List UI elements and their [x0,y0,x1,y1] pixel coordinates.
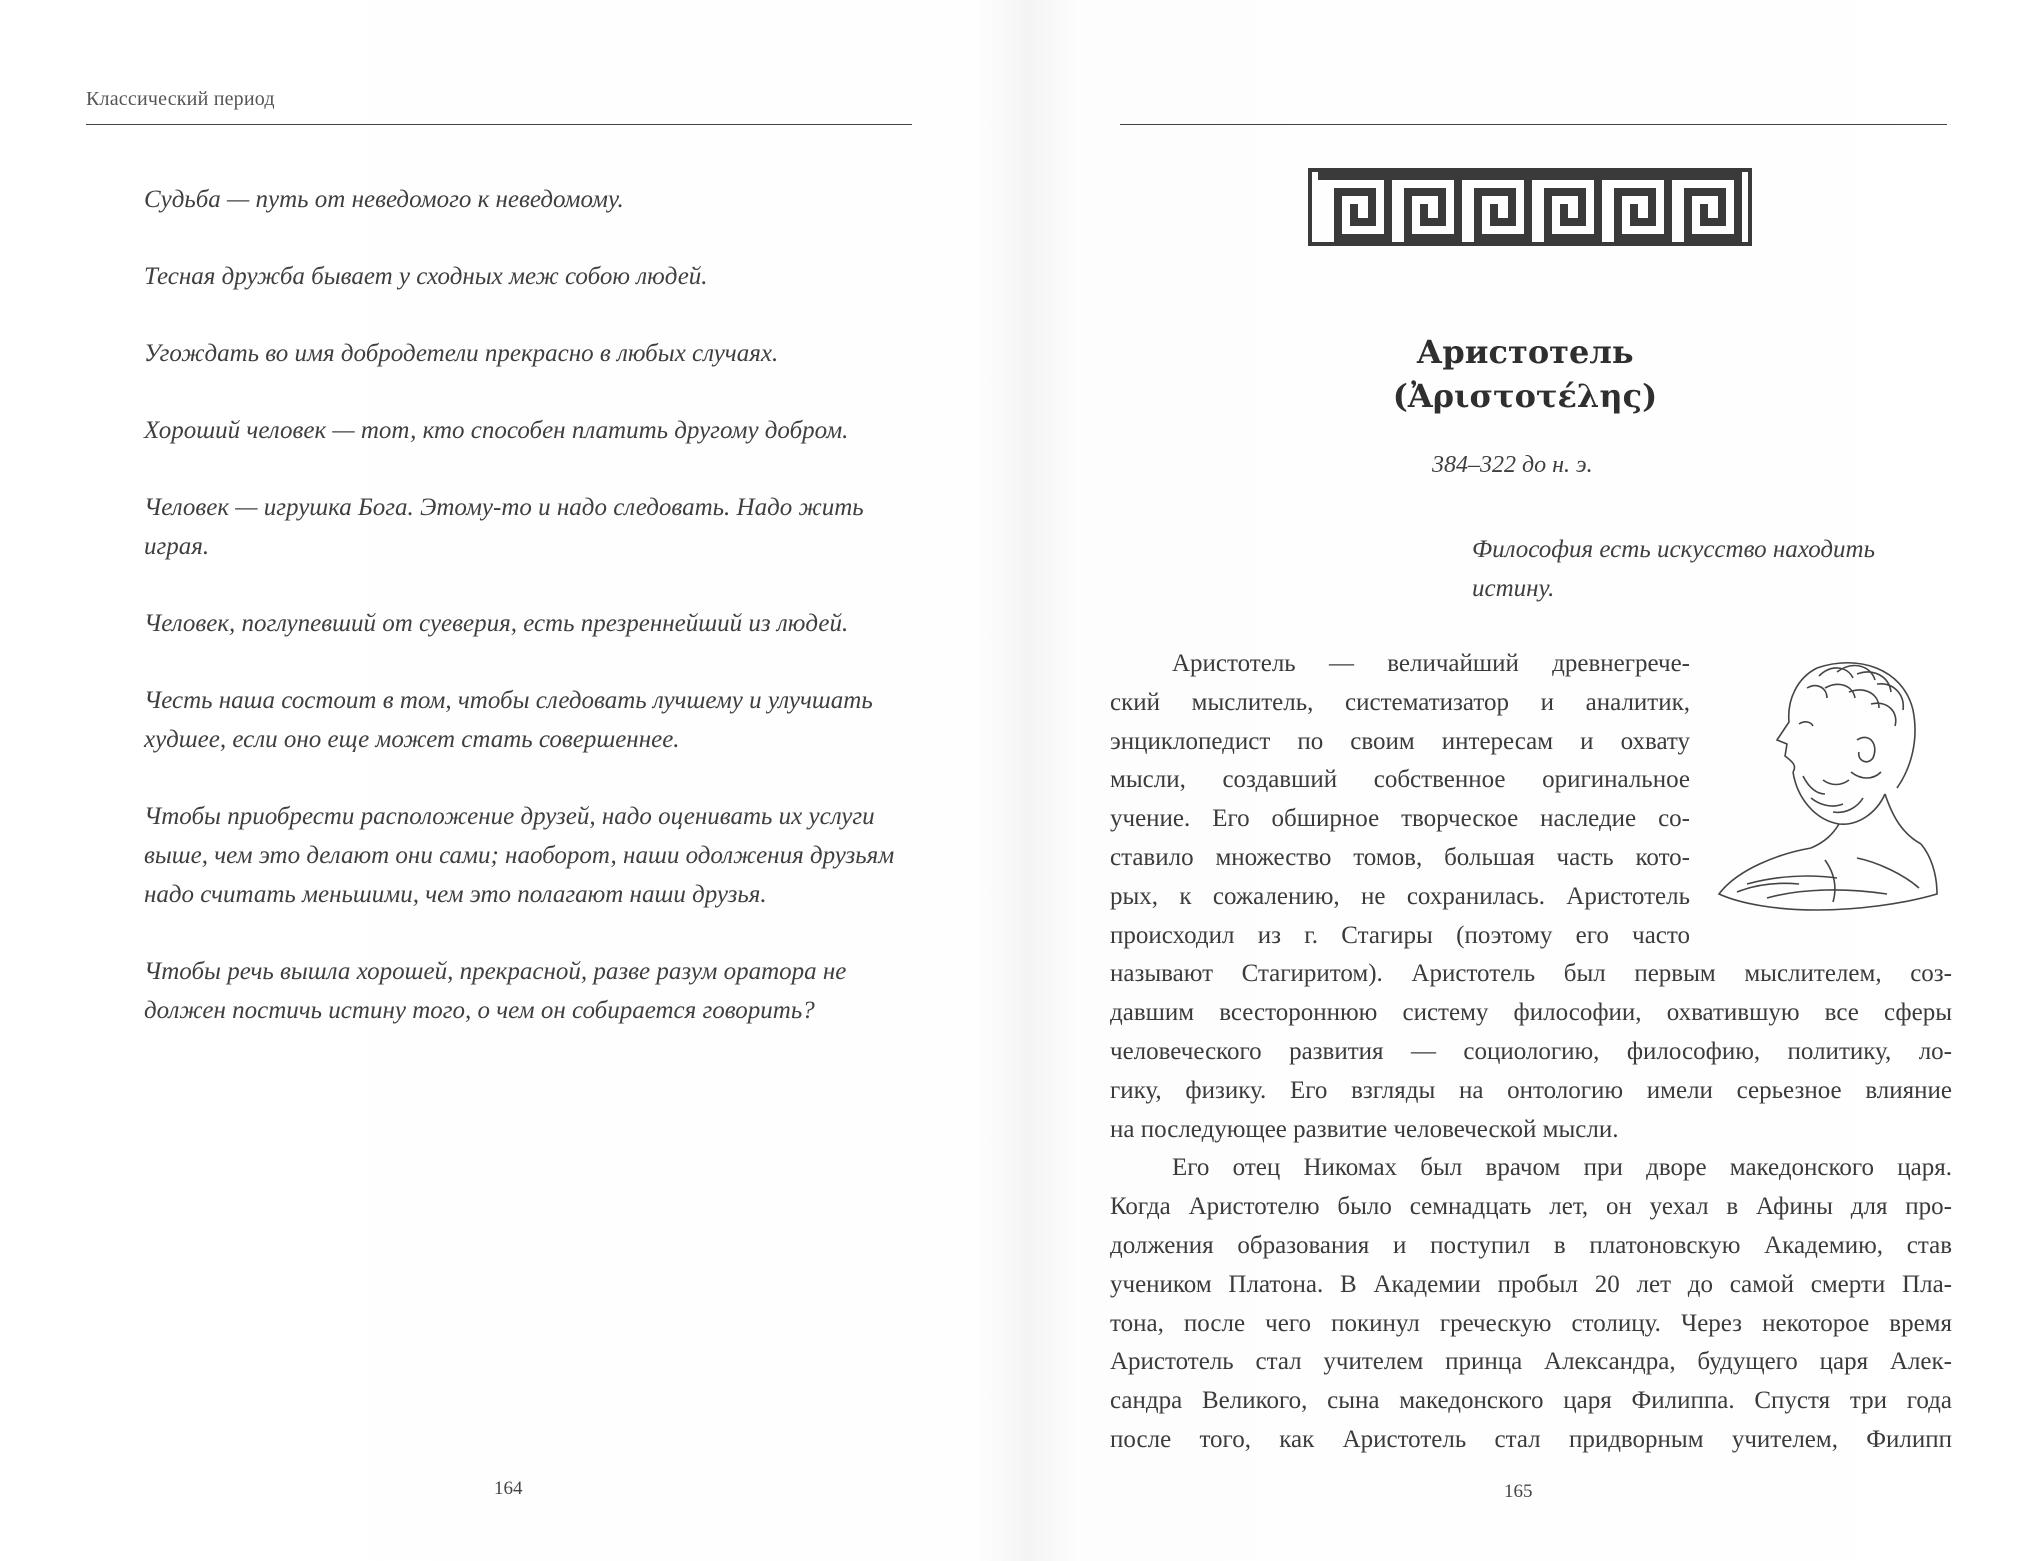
left-page [0,0,1010,1561]
quote: Честь наша состоит в том, чтобы следовать лучшему и улучшать худшее, если оно еще может стать совершеннее. [144,687,873,753]
text-line: гику, физику. Его взгляды на онтологию имели серьезное влияние [1110,1076,1952,1104]
biography-text [1110,645,1952,1460]
text-line: называют Стагиритом). Аристотель был первым мыслителем, соз- [1110,960,1952,988]
right-page [1010,0,2034,1561]
text-line: учеником Платона. В Академии пробыл 20 лет до самой смерти Пла- [1110,1270,1952,1298]
text-line: должения образования и поступил в платоновскую Академию, став [1110,1231,1952,1259]
text-line: Его отец Никомах был врачом при дворе македонского царя. [1172,1154,1952,1182]
text-line: Аристотель стал учителем принца Александра, будущего царя Алек- [1110,1348,1952,1376]
chapter-title [1260,330,1790,418]
quote: Тесная дружба бывает у сходных меж собою людей. [144,263,708,290]
life-dates: 384–322 до н. э. [1432,452,1593,478]
header-rule [86,124,912,125]
title-russian: Аристотель [1416,333,1634,371]
text-line: на последующее развитие человеческой мысли. [1110,1115,1619,1143]
text-line: тона, после чего покинул греческую столицу. Через некоторое время [1110,1309,1952,1337]
text-line: ставило множество томов, большая часть кото- [1110,843,1690,871]
text-line: ский мыслитель, систематизатор и аналитик, [1110,688,1690,716]
text-line: энциклопедист по своим интересам и охвату [1110,727,1690,755]
text-line: мысли, создавший собственное оригинальное [1110,766,1690,794]
quote: Человек, поглупевший от суеверия, есть презреннейший из людей. [144,610,849,637]
quote-list [144,180,926,1068]
text-line: после того, как Аристотель стал придворным учителем, Филипп [1110,1425,1952,1453]
greek-meander-ornament-icon [1308,168,1752,246]
quote: Чтобы приобрести расположение друзей, надо оценивать их услуги выше, чем это делают они сами; наоборот, наши одолжения друзьям надо считать меньшими, чем это полагают наши друзья. [144,803,895,908]
quote: Судьба — путь от неведомого к неведомому. [144,186,624,213]
text-line: человеческого развития — социологию, философию, политику, ло- [1110,1037,1952,1065]
page-number: 164 [494,1478,523,1499]
text-line: давшим всестороннюю систему философии, охватившую все сферы [1110,999,1952,1027]
text-line: Аристотель — величайший древнегрече- [1172,650,1690,677]
running-head: Классический период [86,88,275,110]
page-number: 165 [1504,1481,1533,1502]
text-line: рых, к сожалению, не сохранилась. Аристотель [1110,882,1690,910]
quote: Угождать во имя добродетели прекрасно в любых случаях. [144,340,779,367]
text-line: Когда Аристотелю было семнадцать лет, он уехал в Афины для про- [1110,1193,1952,1221]
quote: Человек — игрушка Бога. Этому-то и надо следовать. Надо жить играя. [144,494,864,560]
quote: Чтобы речь вышла хорошей, прекрасной, разве разум оратора не должен постичь истину того, о чем он собирается говорить? [144,958,847,1024]
text-line: происходил из г. Стагиры (поэтому его часто [1110,921,1690,949]
quote: Хороший человек — тот, кто способен платить другому добром. [144,417,849,444]
text-line: сандра Великого, сына македонского царя Филиппа. Спустя три года [1110,1387,1952,1415]
text-line: учение. Его обширное творческое наследие со- [1110,805,1690,833]
header-rule [1120,124,1947,125]
epigraph: Философия есть искусство находить истину. [1472,536,1875,602]
title-greek: (Ἀριστοτέλης) [1392,377,1658,415]
